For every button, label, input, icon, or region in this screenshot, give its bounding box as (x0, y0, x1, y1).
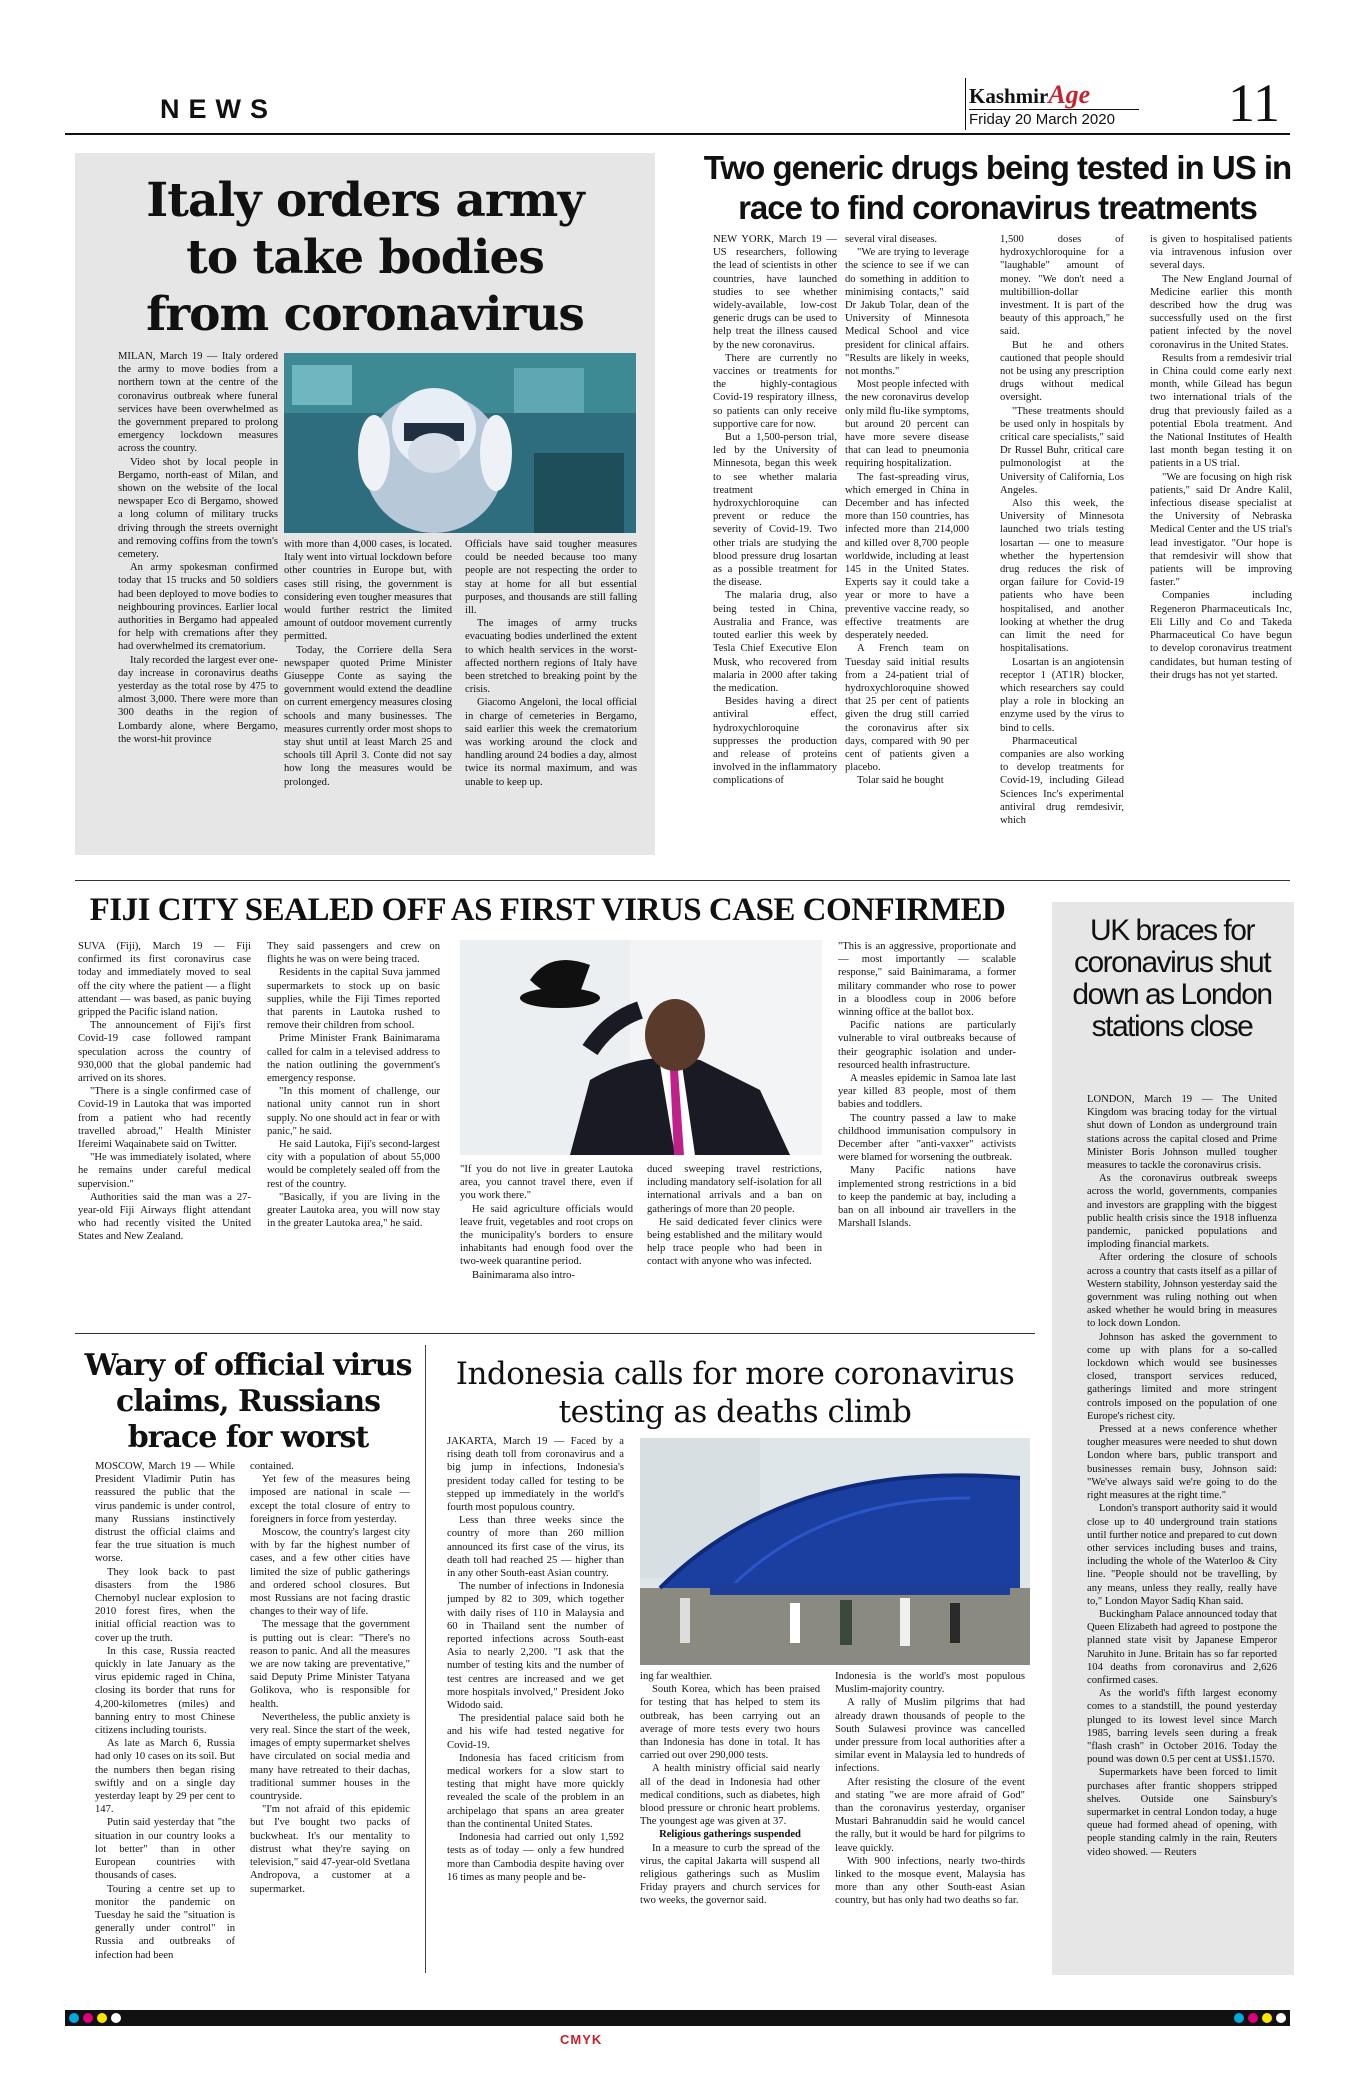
brand-name-age: Age (1048, 80, 1091, 109)
fiji-para: They said passengers and crew on flights he was on were being traced. (267, 941, 440, 966)
italy-para: Giacomo Angeloni, the local official in charge of cemeteries in Bergamo, said earlier this week the crematorium was working around the clock and handling around 24 bodies a day, almost twice its normal maximum, and was unable to keep up. (465, 697, 637, 788)
fiji-col-4 (647, 1163, 822, 1320)
indonesia-para: The presidential palace said both he and his wife had tested negative for Covid-19. (447, 1713, 624, 1751)
indonesia-headline: Indonesia calls for more coronavirus testing as deaths climb (455, 1356, 1015, 1430)
russia-para: Nevertheless, the public anxiety is very real. Since the start of the week, images of empty supermarket shelves have circulated on social media and many have retreated to their dachas, traditional summer houses in the countryside. (250, 1711, 410, 1803)
fiji-para: He said agriculture officials would leave fruit, vegetables and root crops on the municipality's borders to ensure inhabitants had enough food over the two-week quarantine period. (460, 1203, 633, 1268)
drugs-col-4 (1150, 233, 1292, 861)
russia-para: As late as March 6, Russia had only 10 cases on its soil. But the numbers then began rising swiftly and on a single day yesterday leapt by 29 per cent to 147. (95, 1738, 235, 1816)
fiji-para: The country passed a law to make childhood immunisation compulsory in December after "anti-vaxxer" activists were blamed for worsening the outbreak. (838, 1112, 1016, 1164)
uk-body (1087, 1093, 1277, 1968)
fiji-col-2 (267, 940, 440, 1320)
indonesia-para: Indonesia has faced criticism from medical workers for a slow start to testing that might have more quickly revealed the scale of the problem in an archipelago that spans an area greater than the continental United States. (447, 1752, 624, 1830)
drugs-para: "We are trying to leverage the science to see if we can do something in addition to minimising contacts," said Dr Jakub Tolar, dean of the University of Minnesota Medical School and vice president for clinical affairs. "Results are likely in weeks, not months." (845, 247, 969, 378)
indonesia-photo (640, 1438, 1030, 1665)
drugs-col-3 (1000, 233, 1124, 861)
drugs-para: is given to hospitalised patients via intravenous infusion over several days. (1150, 234, 1292, 272)
uk-para: As the coronavirus outbreak sweeps across the world, governments, companies and investors are grappling with the biggest public health crisis since the 1918 influenza pandemic, panicked populations and imploding financial markets. (1087, 1173, 1277, 1251)
indonesia-para: Indonesia is the world's most populous Muslim-majority country. (835, 1671, 1025, 1696)
drugs-para: 1,500 doses of hydroxychloroquine for a "laughable" amount of money. "We don't need a multibillion-dollar investment. It is part of the beauty of this approach," he said. (1000, 234, 1124, 338)
fiji-para: SUVA (Fiji), March 19 — Fiji confirmed its first coronavirus case today and immediately moved to seal off the city where the patient — a flight attendant — was based, as panic buying gripped the Pacific island nation. (78, 941, 251, 1019)
uk-para: Buckingham Palace announced today that Queen Elizabeth had agreed to postpone the planned state visit by Japanese Emperor Naruhito in June. Britain has so far reported 104 deaths from coronavirus and 2,626 confirmed cases. (1087, 1608, 1277, 1686)
russia-para: The message that the government is putting out is clear: "There's no reason to panic. And all the measures we are now taking are preventative," said Deputy Prime Minister Tatyana Golikova, who is responsible for health. (250, 1619, 410, 1710)
drugs-para: Pharmaceutical companies are also working to develop treatments for Covid-19, including Gilead Sciences Inc's experimental antiviral drug remdesivir, which (1000, 735, 1124, 826)
russia-para: Moscow, the country's largest city with by far the highest number of cases, and a few other cities have limited the size of public gatherings and ordered school closures. But most Russians are not facing drastic changes to their way of life. (250, 1527, 410, 1618)
russia-para: contained. (250, 1461, 294, 1472)
indonesia-col-2 (640, 1670, 820, 1970)
fiji-para: The announcement of Fiji's first Covid-19 case followed rampant speculation across the country of 930,000 that the global pandemic had arrived on its shores. (78, 1020, 251, 1085)
indonesia-para: A rally of Muslim pilgrims that had already drawn thousands of people to the South Sulawesi province was cancelled under pressure from local authorities after a similar event in Malaysia led to hundreds of infections. (835, 1697, 1025, 1775)
masthead-brand (965, 78, 1140, 130)
drugs-para: Besides having a direct antiviral effect, hydroxychloroquine suppresses the production and release of proteins involved in the inflammatory complications of (713, 696, 837, 787)
drugs-para: several viral diseases. (845, 234, 938, 245)
fiji-para: "There is a single confirmed case of Covid-19 in Lautoka that was imported from a patient who had recently travelled abroad," Health Minister Ifereimi Waqainabete said on Twitter. (78, 1086, 251, 1151)
italy-headline: Italy orders army to take bodies from coronavirus (146, 173, 584, 342)
italy-para: Video shot by local people in Bergamo, north-east of Milan, and shown on the website of the local newspaper Eco di Bergamo, showed a long column of military trucks driving through the streets overnight and removing coffins from the town's cemetery. (118, 456, 278, 561)
fiji-para: Bainimarama also intro- (472, 1269, 575, 1281)
drugs-para: Tolar said he bought (857, 775, 944, 787)
uk-para: Pressed at a news conference whether tougher measures were needed to shut down London where bars, public transport and businesses remain busy, Johnson said: "We've always said we're going to do the right measures at the right time." (1087, 1424, 1277, 1502)
italy-para: An army spokesman confirmed today that 15 trucks and 50 soldiers had been deployed to move bodies to neighbouring provinces. Earlier local authorities in Bergamo had appealed for help with cremations after they had overwhelmed its crematorium. (118, 562, 278, 653)
fiji-para: He said Lautoka, Fiji's second-largest city with a population of about 55,000 would be completely sealed off from the rest of the country. (267, 1139, 440, 1190)
indonesia-para: JAKARTA, March 19 — Faced by a rising death toll from coronavirus and a big jump in infections, Indonesia's president today called for testing to be stepped up immediately in the world's fourth most populous country. (447, 1436, 624, 1514)
indonesia-para: Indonesia had carried out only 1,592 tests as of today — only a few hundred more than Cambodia despite having over 16 times as many people and be- (447, 1832, 624, 1883)
uk-para: London's transport authority said it would close up to 40 underground train stations until further notice and prepared to cut down other services including buses and trains, including the whole of the Waterloo & City line. "People should not be travelling, by any means, unless they really, really have to," London Mayor Sadiq Khan said. (1087, 1503, 1277, 1607)
italy-para: MILAN, March 19 — Italy ordered the army to move bodies from a northern town at the centre of the coronavirus outbreak where funeral services have been overwhelmed as the government prepared to prolong emergency lockdown measures across the country. (118, 351, 278, 455)
russia-col-1 (95, 1460, 235, 1970)
indonesia-para: Less than three weeks since the country of more than 260 million announced its first case of the virus, its death toll had reached 25 — higher than in any other South-east Asian country. (447, 1515, 624, 1580)
fiji-para: "Basically, if you are living in the greater Lautoka area, you will now stay in the greater Lautoka area," he said. (267, 1191, 440, 1230)
indonesia-col-1 (447, 1435, 624, 1970)
masthead-rule (65, 133, 1290, 135)
russia-para: In this case, Russia reacted quickly in late January as the virus epidemic raged in China, closing its border that runs for 4,200-kilometres (miles) and banning entry to most Chinese citizens including tourists. (95, 1645, 235, 1737)
uk-para: Johnson has asked the government to come up with plans for a so-called lockdown which would see businesses closed, transport services reduced, gatherings limited and more stringent controls imposed on the population of one Europe's richest city. (1087, 1331, 1277, 1422)
drugs-para: "These treatments should be used only in hospitals by critical care specialists," said Dr Russel Buhr, critical care pulmonologist at the University of California, Los Angeles. (1000, 405, 1124, 496)
italy-para: Italy recorded the largest ever one-day increase in coronavirus deaths yesterday as the total rose by 475 to almost 3,000. There were more than 300 deaths in the region of Lombardy alone, where Bergamo, the worst-hit province (118, 654, 278, 745)
fiji-col-1 (78, 940, 251, 1320)
fiji-para: Pacific nations are particularly vulnerable to viral outbreaks because of their geographic isolation and under-resourced health infrastructure. (838, 1020, 1016, 1071)
russia-para: Touring a centre set up to monitor the pandemic on Tuesday he said the "situation is generally under control" in Russia and outbreaks of infection had been (95, 1883, 235, 1961)
italy-para: with more than 4,000 cases, is located. Italy went into virtual lockdown before other countries in Europe but, with cases still rising, the government is considering even tougher measures that would further restrict the limited amount of outdoor movement currently permitted. (284, 539, 452, 643)
fiji-para: "In this moment of challenge, our national unity cannot run in short supply. No one should act in fear or with panic," he said. (267, 1086, 440, 1137)
drugs-para: There are currently no vaccines or treatments for the highly-contagious Covid-19 respiratory illness, so patients can only receive supportive care for now. (713, 352, 837, 430)
drugs-para: But a 1,500-person trial, led by the University of Minnesota, began this week to see whether malaria treatment hydroxychloroquine can prevent or reduce the severity of Covid-19. Two other trials are studying the blood pressure drug losartan as a possible treatment for the disease. (713, 432, 837, 589)
drugs-para: The fast-spreading virus, which emerged in China in December and has infected more than 150 countries, has infected more than 214,000 and killed over 8,700 people worldwide, including at least 145 in the United States. Experts say it could take a year or more to have a preventive vaccine ready, so effective treatments are desperately needed. (845, 471, 969, 642)
drugs-para: A French team on Tuesday said initial results from a 24-patient trial of hydroxychloroquine showed that 25 per cent of patients given the drug still carried the coronavirus after six days, compared with 90 per cent of patients given a placebo. (845, 643, 969, 774)
fiji-para: Prime Minister Frank Bainimarama called for calm in a televised address to the nation outlining the government's emergency response. (267, 1033, 440, 1085)
cmyk-mark: CMYK (560, 2032, 603, 2047)
fiji-col-3 (460, 1163, 633, 1320)
indonesia-subhead: Religious gatherings suspended (659, 1829, 801, 1841)
italy-photo (284, 353, 636, 533)
fiji-para: "If you do not live in greater Lautoka area, you cannot travel there, even if you work there." (460, 1164, 633, 1202)
indonesia-para: ing far wealthier. (640, 1671, 713, 1682)
russia-para: Putin said yesterday that "the situation in our country looks a lot better" than in other European countries with thousands of cases. (95, 1817, 235, 1882)
russia-para: Yet few of the measures being imposed are national in scale — except the total closure of entry to foreigners in force from yesterday. (250, 1474, 410, 1525)
drugs-headline: Two generic drugs being tested in US in race to find coronavirus treatments (703, 149, 1292, 226)
uk-para: LONDON, March 19 — The United Kingdom was bracing today for the virtual shut down of London as underground train stations across the capital closed and Prime Minister Boris Johnson mulled tougher measures to tackle the coronavirus crisis. (1087, 1094, 1277, 1172)
fiji-para: duced sweeping travel restrictions, including mandatory self-isolation for all international arrivals and a ban on gatherings of more than 20 people. (647, 1164, 822, 1215)
drugs-para: "We are focusing on high risk patients," said Dr Andre Kalil, infectious disease specialist at the University of Nebraska Medical Center and the US trial's lead investigator. "Our hope is that remdesivir will show that patients will be improving faster." (1150, 471, 1292, 589)
uk-para: After ordering the closure of schools across a country that casts itself as a pillar of Western stability, Johnson yesterday said the government was ruling nothing out when asked whether he would bring in measures to lock down London. (1087, 1252, 1277, 1330)
russia-para: "I'm not afraid of this epidemic but I've bought two packs of buckwheat. It's our mentality to distrust what they're saying on television," said 47-year-old Svetlana Andropova, a customer at a supermarket. (250, 1804, 410, 1895)
uk-headline: UK braces for coronavirus shut down as London stations close (1072, 914, 1272, 1043)
drugs-para: Also this week, the University of Minnesota launched two trials testing losartan — one to measure whether the hypertension drug reduces the risk of organ failure for Covid-19 patients who have been hospitalised, and another looking at whether the drug can limit the need for hospitalisations. (1000, 498, 1124, 655)
drugs-para: But he and others cautioned that people should not be using any prescription drugs without medical oversight. (1000, 339, 1124, 404)
brand-name-kashmir: Kashmir (969, 84, 1049, 108)
fiji-para: Residents in the capital Suva jammed supermarkets to stock up on basic supplies, while the Fiji Times reported that parents in Lautoka rushed to remove their children from school. (267, 967, 440, 1032)
drugs-para: Most people infected with the new coronavirus develop only mild flu-like symptoms, but around 20 percent can have more severe disease that can lead to pneumonia requiring hospitalization. (845, 379, 969, 470)
registration-bar (65, 2010, 1290, 2026)
italy-para: The images of army trucks evacuating bodies underlined the extent to which health services in the worst-affected northern regions of Italy have been stretched to breaking point by the crisis. (465, 618, 637, 696)
fiji-para: Many Pacific nations have implemented strong restrictions in a bid to keep the pandemic at bay, including a ban on all inbound air travellers in the Marshall Islands. (838, 1165, 1016, 1230)
issue-date: Friday 20 March 2020 (969, 111, 1115, 128)
drugs-col-1 (713, 233, 837, 861)
indonesia-para: After resisting the closure of the event and stating "we are more afraid of God" than the coronavirus yesterday, organiser Mustari Bahranuddin said he would cancel the rally, but it would be hard for pilgrims to leave quickly. (835, 1776, 1025, 1854)
indonesia-para: The number of infections in Indonesia jumped by 82 to 309, which together with daily rises of 110 in Malaysia and 60 in Thailand sent the number of reported infections across South-east Asia to nearly 2,200. "I ask that the number of testing kits and the number of test centres are increased and we get more hospitals involved," President Joko Widodo said. (447, 1581, 624, 1712)
fiji-para: He said dedicated fever clinics were being established and the military would help trace people who had been in contact with anyone who was infected. (647, 1216, 822, 1268)
italy-col-2 (284, 538, 452, 843)
section-rule-top (75, 880, 1290, 881)
indonesia-col-3 (835, 1670, 1025, 1970)
drugs-para: The New England Journal of Medicine earlier this month described how the drug was successfully used on the first patient infected by the novel coronavirus in the United States. (1150, 273, 1292, 351)
russia-para: They look back to past disasters from the 1986 Chernobyl nuclear explosion to 2010 forest fires, when the initial official reaction was to cover up the truth. (95, 1566, 235, 1644)
page-number: 11 (1228, 73, 1280, 133)
column-rule (425, 1345, 426, 1973)
fiji-photo (460, 940, 822, 1155)
italy-para: Today, the Corriere della Sera newspaper quoted Prime Minister Giuseppe Conte as saying the government would extend the deadline on current emergency measures closing schools and many businesses. The measures currently order most shops to stay shut until at least March 25 and schools till April 3. Conte did not say how long the measures would be prolonged. (284, 644, 452, 788)
russia-para: MOSCOW, March 19 — While President Vladimir Putin has reassured the public that the virus pandemic is under control, many Russians instinctively distrust the official claims and fear the true situation is much worse. (95, 1461, 235, 1565)
italy-col-3 (465, 538, 637, 843)
drugs-col-2 (845, 233, 969, 861)
indonesia-para: In a measure to curb the spread of the virus, the capital Jakarta will suspend all religious gatherings such as Muslim Friday prayers and church services for two weeks, the governor said. (640, 1842, 820, 1907)
fiji-para: "This is an aggressive, proportionate and — most importantly — scalable response," said Bainimarama, a former military commander who rose to power in a bloodless coup in 2006 before winning office at the ballot box. (838, 941, 1016, 1019)
indonesia-para: A health ministry official said nearly all of the dead in Indonesia had other medical conditions, such as diabetes, high blood pressure or chronic heart problems. The youngest age was given at 37. (640, 1763, 820, 1828)
russia-headline: Wary of official virus claims, Russians brace for worst (84, 1348, 412, 1455)
indonesia-para: With 900 infections, nearly two-thirds linked to the mosque event, Malaysia has more than any other South-east Asian country, but has only had two deaths so far. (835, 1855, 1025, 1907)
section-label: NEWS (160, 94, 277, 124)
indonesia-para: South Korea, which has been praised for testing that has helped to stem its outbreak, has been carrying out an average of more tests every two hours than Indonesia has done in total. It has carried out over 290,000 tests. (640, 1684, 820, 1762)
uk-para: As the world's fifth largest economy comes to a standstill, the pound yesterday plunged to its lowest level since March 1985, barring levels seen during a freak "flash crash" in October 2016. Today the pound was down 0.5 per cent at US$1.1570. (1087, 1688, 1277, 1766)
drugs-para: Results from a remdesivir trial in China could come early next month, while Gilead has begun two international trials of the drug that previously failed as a potential Ebola treatment. And the National Institutes of Health last month began testing it on patients in a US trial. (1150, 352, 1292, 470)
uk-para: Supermarkets have been forced to limit purchases after frantic shoppers stripped shelves. Outside one Sainsbury's supermarket in central London today, a huge queue had formed ahead of opening, with people standing calmly in the rain, Reuters video showed. — Reuters (1087, 1767, 1277, 1858)
fiji-col-5 (838, 940, 1016, 1320)
drugs-para: The malaria drug, also being tested in China, Australia and France, was touted earlier this week by Tesla Chief Executive Elon Musk, who recovered from malaria in 2000 after taking the medication. (713, 590, 837, 694)
drugs-para: Losartan is an angiotensin receptor 1 (AT1R) blocker, which researchers say could play a role in blocking an enzyme used by the virus to bind to cells. (1000, 656, 1124, 734)
fiji-para: Authorities said the man was a 27-year-old Fiji Airways flight attendant who had recently visited the United States and New Zealand. (78, 1191, 251, 1243)
drugs-para: Companies including Regeneron Pharmaceuticals Inc, Eli Lilly and Co and Takeda Pharmaceutical Co have begun to develop coronavirus treatment candidates, but human testing of their drugs has not yet started. (1150, 590, 1292, 681)
italy-para: Officials have said tougher measures could be needed because too many people are not respecting the order to stay at home for all but essential purposes, and thousands are still falling ill. (465, 539, 637, 617)
section-rule-mid (75, 1333, 1035, 1334)
fiji-para: "He was immediately isolated, where he remains under careful medical supervision." (78, 1152, 251, 1190)
fiji-para: A measles epidemic in Samoa late last year killed 83 people, most of them babies and toddlers. (838, 1073, 1016, 1111)
drugs-para: NEW YORK, March 19 — US researchers, following the lead of scientists in other countries, have launched studies to see whether widely-available, low-cost generic drugs can be used to help treat the illness caused by the new coronavirus. (713, 234, 837, 351)
fiji-headline: FIJI CITY SEALED OFF AS FIRST VIRUS CASE CONFIRMED (89, 892, 1006, 928)
russia-col-2 (250, 1460, 410, 1970)
italy-col-1 (118, 350, 278, 840)
